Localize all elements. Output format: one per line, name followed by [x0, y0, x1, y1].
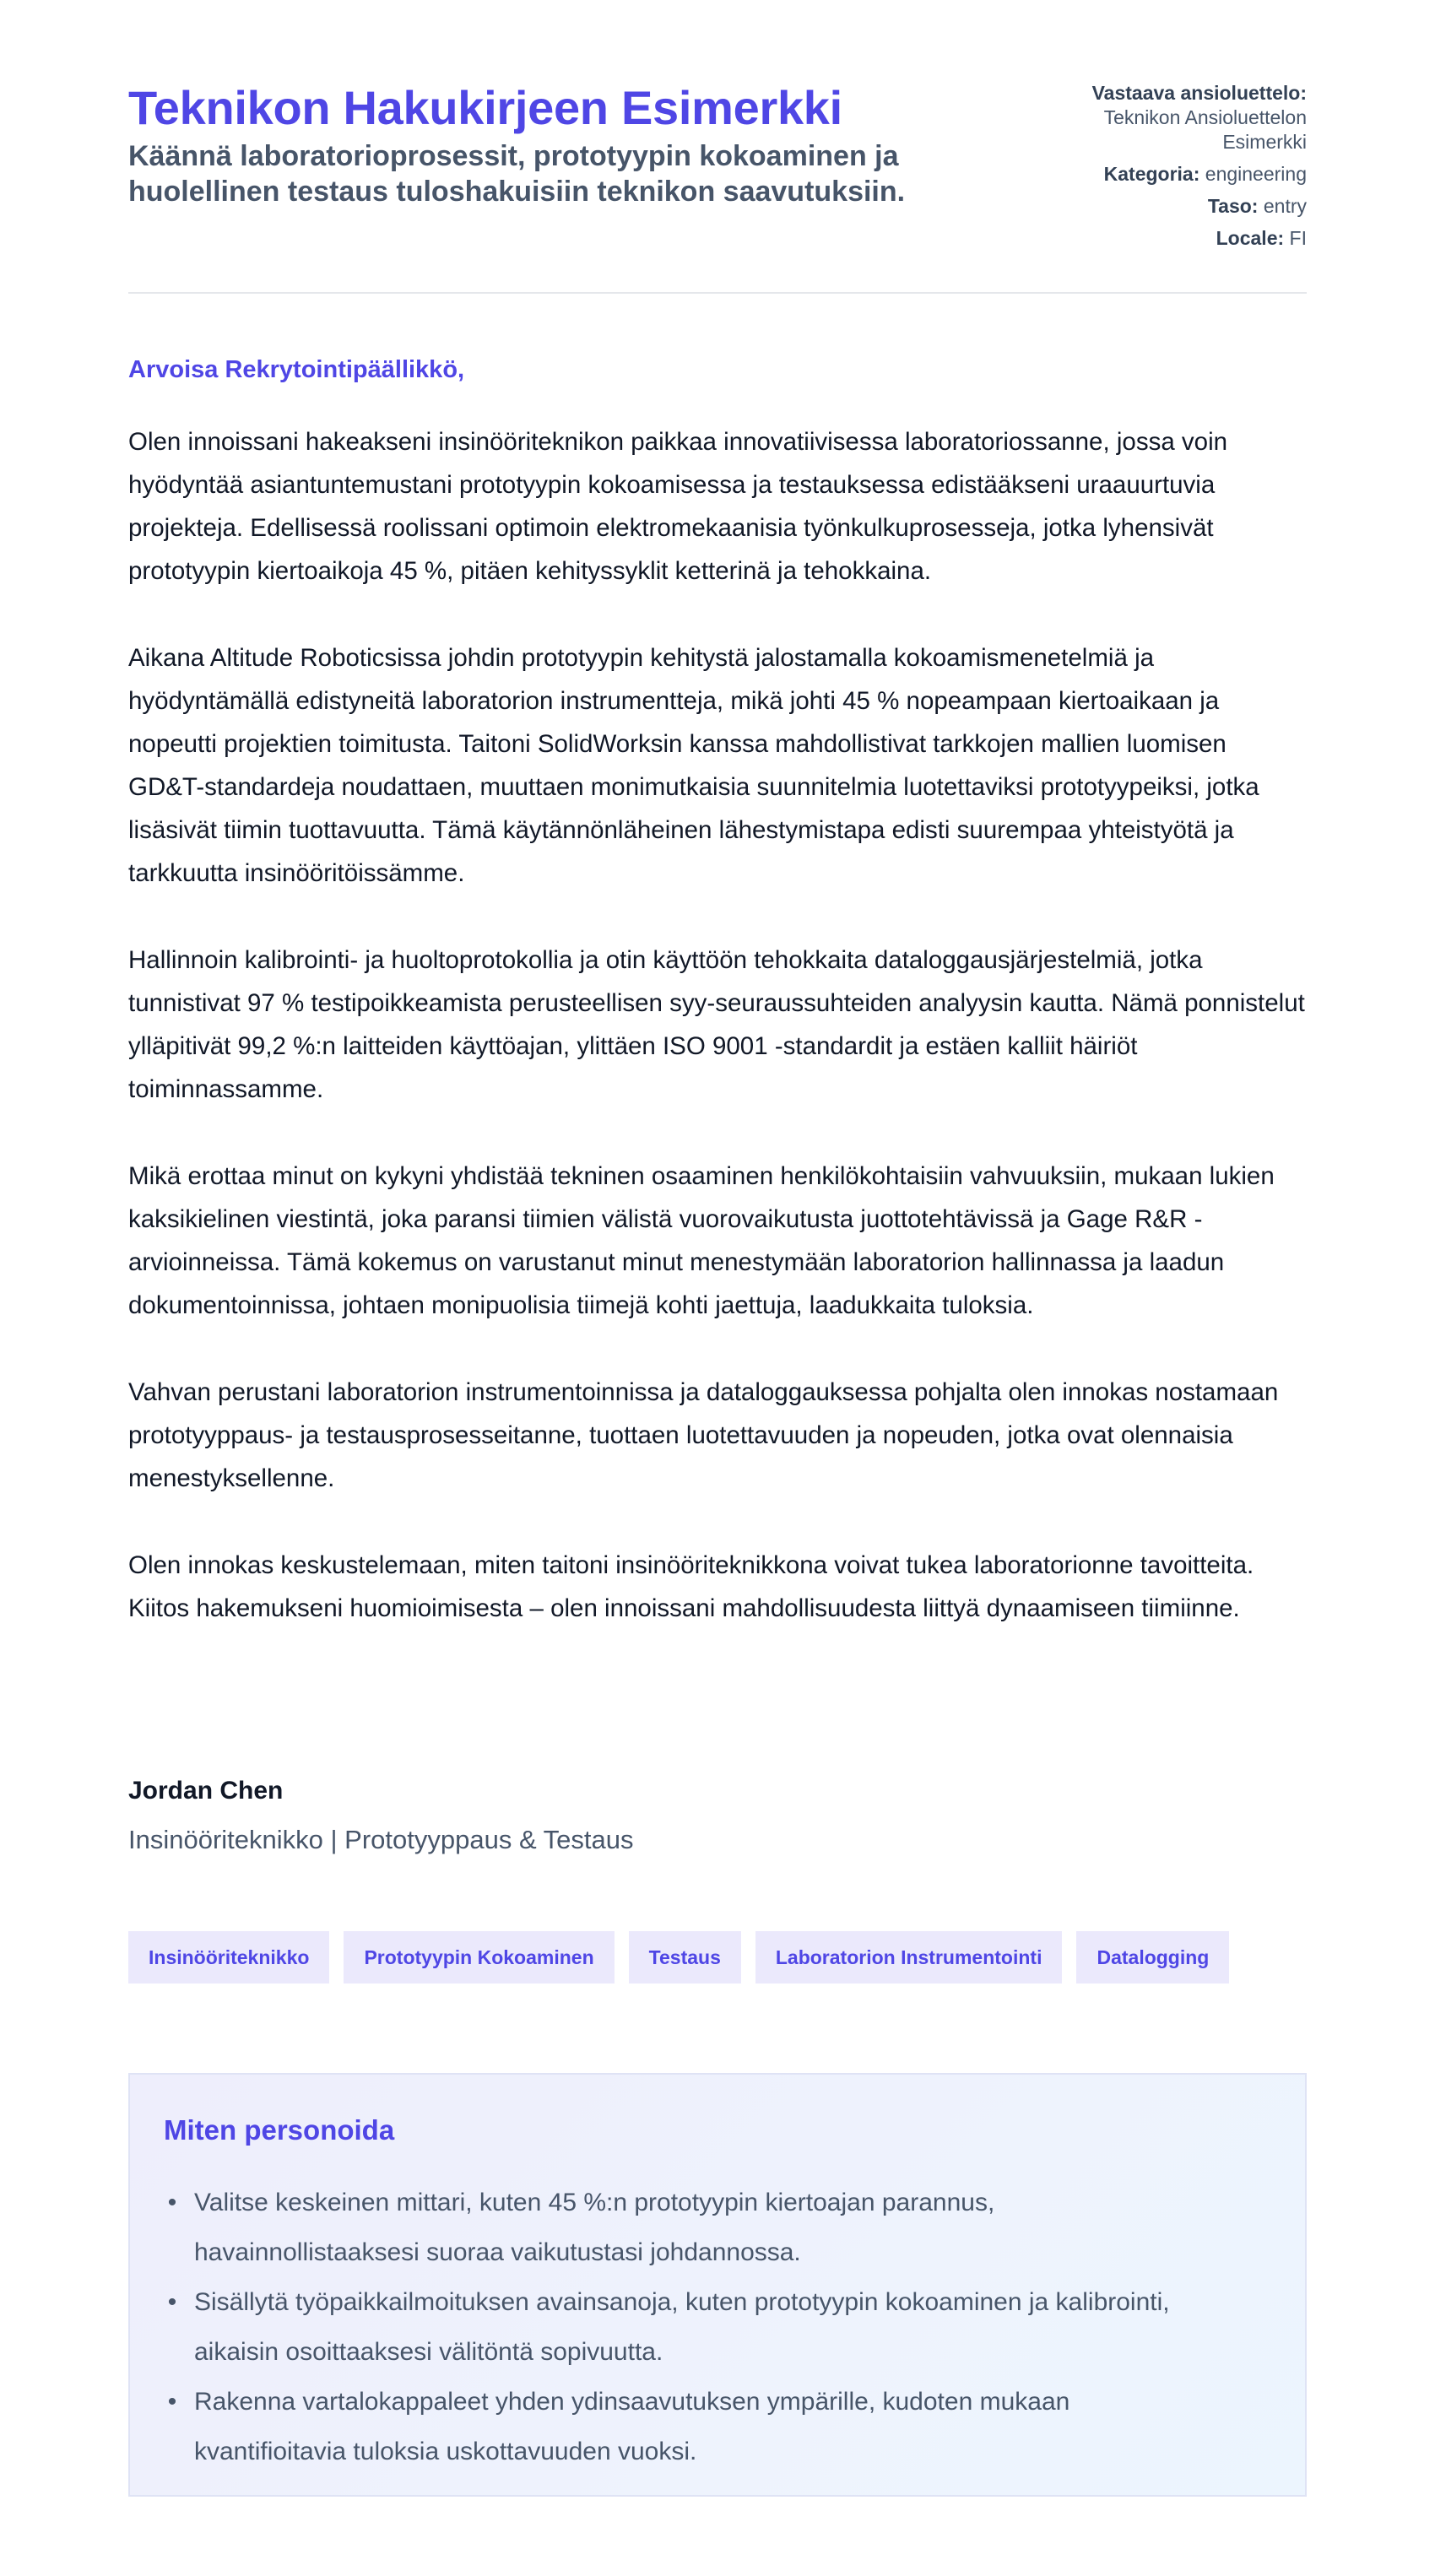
meta-category-value: engineering [1205, 163, 1307, 185]
tips-list [164, 2178, 1271, 2476]
tip-text: Rakenna vartalokappaleet yhden ydinsaavutuksen ympärille, kudoten mukaan kvantifioitavia tuloksia uskottavuuden vuoksi. [194, 2388, 1070, 2465]
letter-paragraph: Mikä erottaa minut on kykyni yhdistää tekninen osaaminen henkilökohtaisiin vahvuuksiin, mukaan lukien kaksikielinen viestintä, joka paransi tiimien välistä vuorovaikutusta juottotehtävissä ja Gage R&R -arvioinneissa. Tämä kokemus on varustanut minut menestymään laboratorion hallinnassa ja laadun dokumentoinnissa, johtaen monipuolisia tiimejä kohti jaettuja, laadukkaita tuloksia. [128, 1162, 1275, 1319]
meta-category [1028, 162, 1307, 187]
signature-name: Jordan Chen [128, 1777, 284, 1805]
letter-paragraph: Hallinnoin kalibrointi- ja huoltoprotokollia ja otin käyttöön tehokkaita dataloggausjärjestelmiä, jotka tunnistivat 97 % testipoikkeamista perusteellisen syy-seuraussuhteiden analyysin kautta. Nämä ponnistelut ylläpitivät 99,2 %:n laitteiden käyttöajan, ylittäen ISO 9001 -standardit ja estäen kalliit häiriöt toiminnassamme. [128, 946, 1305, 1103]
personalization-tips-box [128, 2073, 1307, 2497]
page-subtitle: Käännä laboratorioprosessit, prototyypin kokoaminen ja huolellinen testaus tuloshakuisiin teknikon saavutuksiin. [128, 140, 906, 208]
tips-heading: Miten personoida [164, 2114, 395, 2146]
page-header [128, 0, 1307, 294]
tag-chip[interactable]: Prototyypin Kokoaminen [344, 1931, 614, 1983]
meta-locale [1028, 226, 1307, 251]
letter-body [128, 420, 1307, 1674]
tag-chip[interactable]: Testaus [629, 1931, 741, 1983]
tip-text: Sisällytä työpaikkailmoituksen avainsanoja, kuten prototyypin kokoaminen ja kalibrointi, aikaisin osoittaaksesi välitöntä sopivuutta. [194, 2288, 1170, 2366]
meta-category-label: Kategoria: [1103, 163, 1200, 185]
meta-related-resume-label: Vastaava ansioluettelo: [1091, 82, 1307, 104]
letter-paragraph: Vahvan perustani laboratorion instrumentoinnissa ja dataloggauksessa pohjalta olen innokas nostamaan prototyyppaus- ja testausprosesseitanne, tuottaen luotettavuuden ja nopeuden, jotka ovat olennaisia menestyksellenne. [128, 1378, 1279, 1492]
tag-chip[interactable]: Datalogging [1076, 1931, 1229, 1983]
letter-paragraph: Olen innokas keskustelemaan, miten taitoni insinööriteknikkona voivat tukea laboratorionne tavoitteita. Kiitos hakemukseni huomioimisesta – olen innoissani mahdollisuudesta liittyä dynaamiseen tiimiinne. [128, 1551, 1254, 1622]
meta-level-value: entry [1263, 195, 1307, 217]
tip-item [167, 2178, 1207, 2277]
bullet-icon: • [167, 2288, 177, 2316]
meta-panel [1028, 81, 1307, 258]
tag-list [128, 1931, 1229, 1983]
bullet-icon: • [167, 2189, 177, 2216]
letter-paragraph: Olen innoissani hakeakseni insinööriteknikon paikkaa innovatiivisessa laboratoriossanne, jossa voin hyödyntää asiantuntemustani prototyypin kokoamisessa ja testauksessa edistääkseni uraauurtuvia projekteja. Edellisessä roolissani optimoin elektromekaanisia työnkulkuprosesseja, jotka lyhensivät prototyypin kiertoaikoja 45 %, pitäen kehityssyklit ketterinä ja tehokkaina. [128, 428, 1228, 585]
salutation: Arvoisa Rekrytointipäällikkö, [128, 356, 465, 383]
page-title: Teknikon Hakukirjeen Esimerkki [128, 81, 842, 134]
meta-locale-value: FI [1289, 227, 1307, 249]
signature-title: Insinööriteknikko | Prototyyppaus & Testaus [128, 1825, 634, 1854]
tag-chip[interactable]: Insinööriteknikko [128, 1931, 329, 1983]
tag-chip[interactable]: Laboratorion Instrumentointi [755, 1931, 1063, 1983]
tip-item [167, 2377, 1207, 2476]
meta-related-resume [1028, 81, 1307, 154]
bullet-icon: • [167, 2388, 177, 2416]
tip-text: Valitse keskeinen mittari, kuten 45 %:n prototyypin kiertoajan parannus, havainnollistaaksesi suoraa vaikutustasi johdannossa. [194, 2189, 995, 2266]
tip-item [167, 2277, 1207, 2377]
meta-locale-label: Locale: [1216, 227, 1285, 249]
meta-related-resume-link[interactable]: Teknikon Ansioluettelon Esimerkki [1103, 106, 1307, 153]
cover-letter-page [128, 0, 1307, 2465]
meta-level-label: Taso: [1207, 195, 1259, 217]
meta-level [1028, 194, 1307, 219]
letter-paragraph: Aikana Altitude Roboticsissa johdin prototyypin kehitystä jalostamalla kokoamismenetelmiä ja hyödyntämällä edistyneitä laboratorion instrumentteja, mikä johti 45 % nopeampaan kiertoaikaan ja nopeutti projektien toimitusta. Taitoni SolidWorksin kanssa mahdollistivat tarkkojen mallien luomisen GD&T-standardeja noudattaen, muuttaen monimutkaisia suunnitelmia luotettaviksi prototyypeiksi, jotka lisäsivät tiimin tuottavuutta. Tämä käytännönläheinen lähestymistapa edisti suurempaa yhteistyötä ja tarkkuutta insinööritöissämme. [128, 644, 1259, 887]
